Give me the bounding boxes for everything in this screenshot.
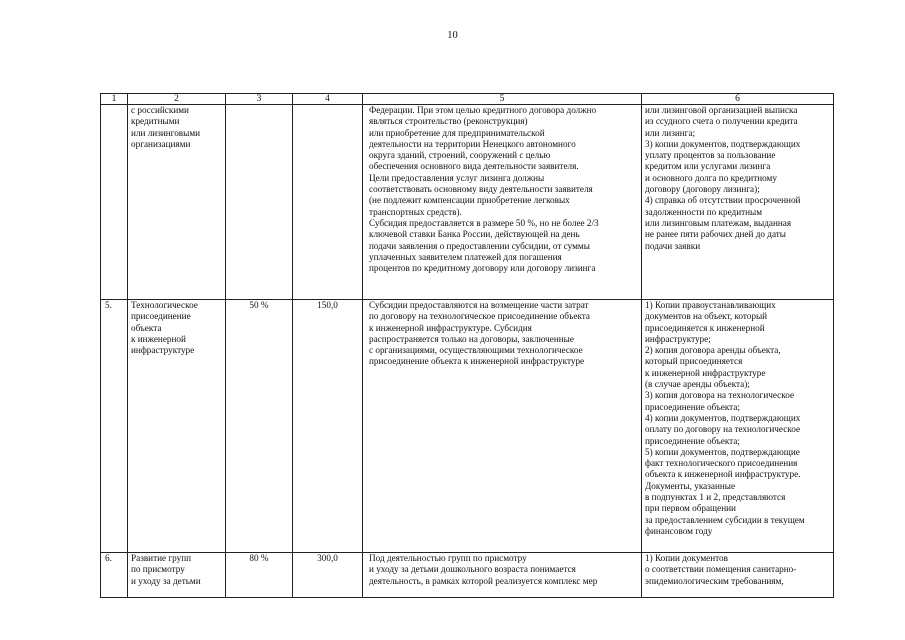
table-row (101, 300, 834, 553)
page-number: 10 (447, 30, 458, 41)
column-header: 6 (642, 94, 834, 105)
max-amount: 300,0 (293, 553, 363, 598)
conditions: Федерации. При этом целью кредитного договора должно являться строительство (реконструкция) или приобретение для предпринимательской деятельности на территории Ненецкого автономного округа зданий, строений, сооружений с целью обеспечения основного вида деятельности заявителя. Цели предоставления услуг лизинга должны соответствовать основному виду деятельности заявителя (не подлежит компенсации приобретение легковых транспортных средств). Субсидия предоставляется в размере 50 %, но не более 2/3 ключевой ставки Банка России, действующей на день подачи заявления о предоставлении субсидии, от суммы уплаченных заявителем платежей для погашения процентов по кредитному договору или договору лизинга (363, 105, 642, 300)
column-header: 1 (101, 94, 128, 105)
column-header: 4 (293, 94, 363, 105)
table-row (101, 553, 834, 598)
max-amount: 150,0 (293, 300, 363, 553)
required-documents: 1) Копии документов о соответствии помещения санитарно- эпидемиологическим требованиям, (642, 553, 834, 598)
subsidy-rate (226, 105, 293, 300)
table-row (101, 105, 834, 300)
column-header: 2 (128, 94, 226, 105)
conditions: Субсидии предоставляются на возмещение части затрат по договору на технологическое присоединение объекта к инженерной инфраструктуре. Субсидия распространяется только на договоры, заключенные с организациями, осуществляющими технологическое присоединение объекта к инженерной инфраструктуре (363, 300, 642, 553)
subsidy-table (100, 93, 834, 598)
conditions: Под деятельностью групп по присмотру и уходу за детьми дошкольного возраста понимается деятельность, в рамках которой реализуется комплекс мер (363, 553, 642, 598)
required-documents: или лизинговой организацией выписка из ссудного счета о получении кредита или лизинга; 3) копии документов, подтверждающих уплату процентов за пользование кредитом или услугами лизинга и основного долга по кредитному договору (договору лизинга); 4) справка об отсутствии просроченной задолженности по кредитным или лизинговым платежам, выданная не ранее пяти рабочих дней до даты подачи заявки (642, 105, 834, 300)
column-header: 5 (363, 94, 642, 105)
max-amount (293, 105, 363, 300)
column-header: 3 (226, 94, 293, 105)
support-type: Развитие групп по присмотру и уходу за детьми (128, 553, 226, 598)
row-number: 5. (101, 300, 128, 553)
support-type: Технологическое присоединение объекта к инженерной инфраструктуре (128, 300, 226, 553)
subsidy-rate: 50 % (226, 300, 293, 553)
support-type: с российскими кредитными или лизинговыми организациями (128, 105, 226, 300)
table-header-row (101, 94, 834, 105)
row-number (101, 105, 128, 300)
row-number: 6. (101, 553, 128, 598)
subsidy-rate: 80 % (226, 553, 293, 598)
required-documents: 1) Копии правоустанавливающих документов на объект, который присоединяется к инженерной инфраструктуре; 2) копия договора аренды объекта, который присоединяется к инженерной инфраструктуре (в случае аренды объекта); 3) копия договора на технологическое присоединение объекта; 4) копии документов, подтверждающих оплату по договору на технологическое присоединение объекта; 5) копии документов, подтверждающие факт технологического присоединения объекта к инженерной инфраструктуре. Документы, указанные в подпунктах 1 и 2, представляются при первом обращении за предоставлением субсидии в текущем финансовом году (642, 300, 834, 553)
